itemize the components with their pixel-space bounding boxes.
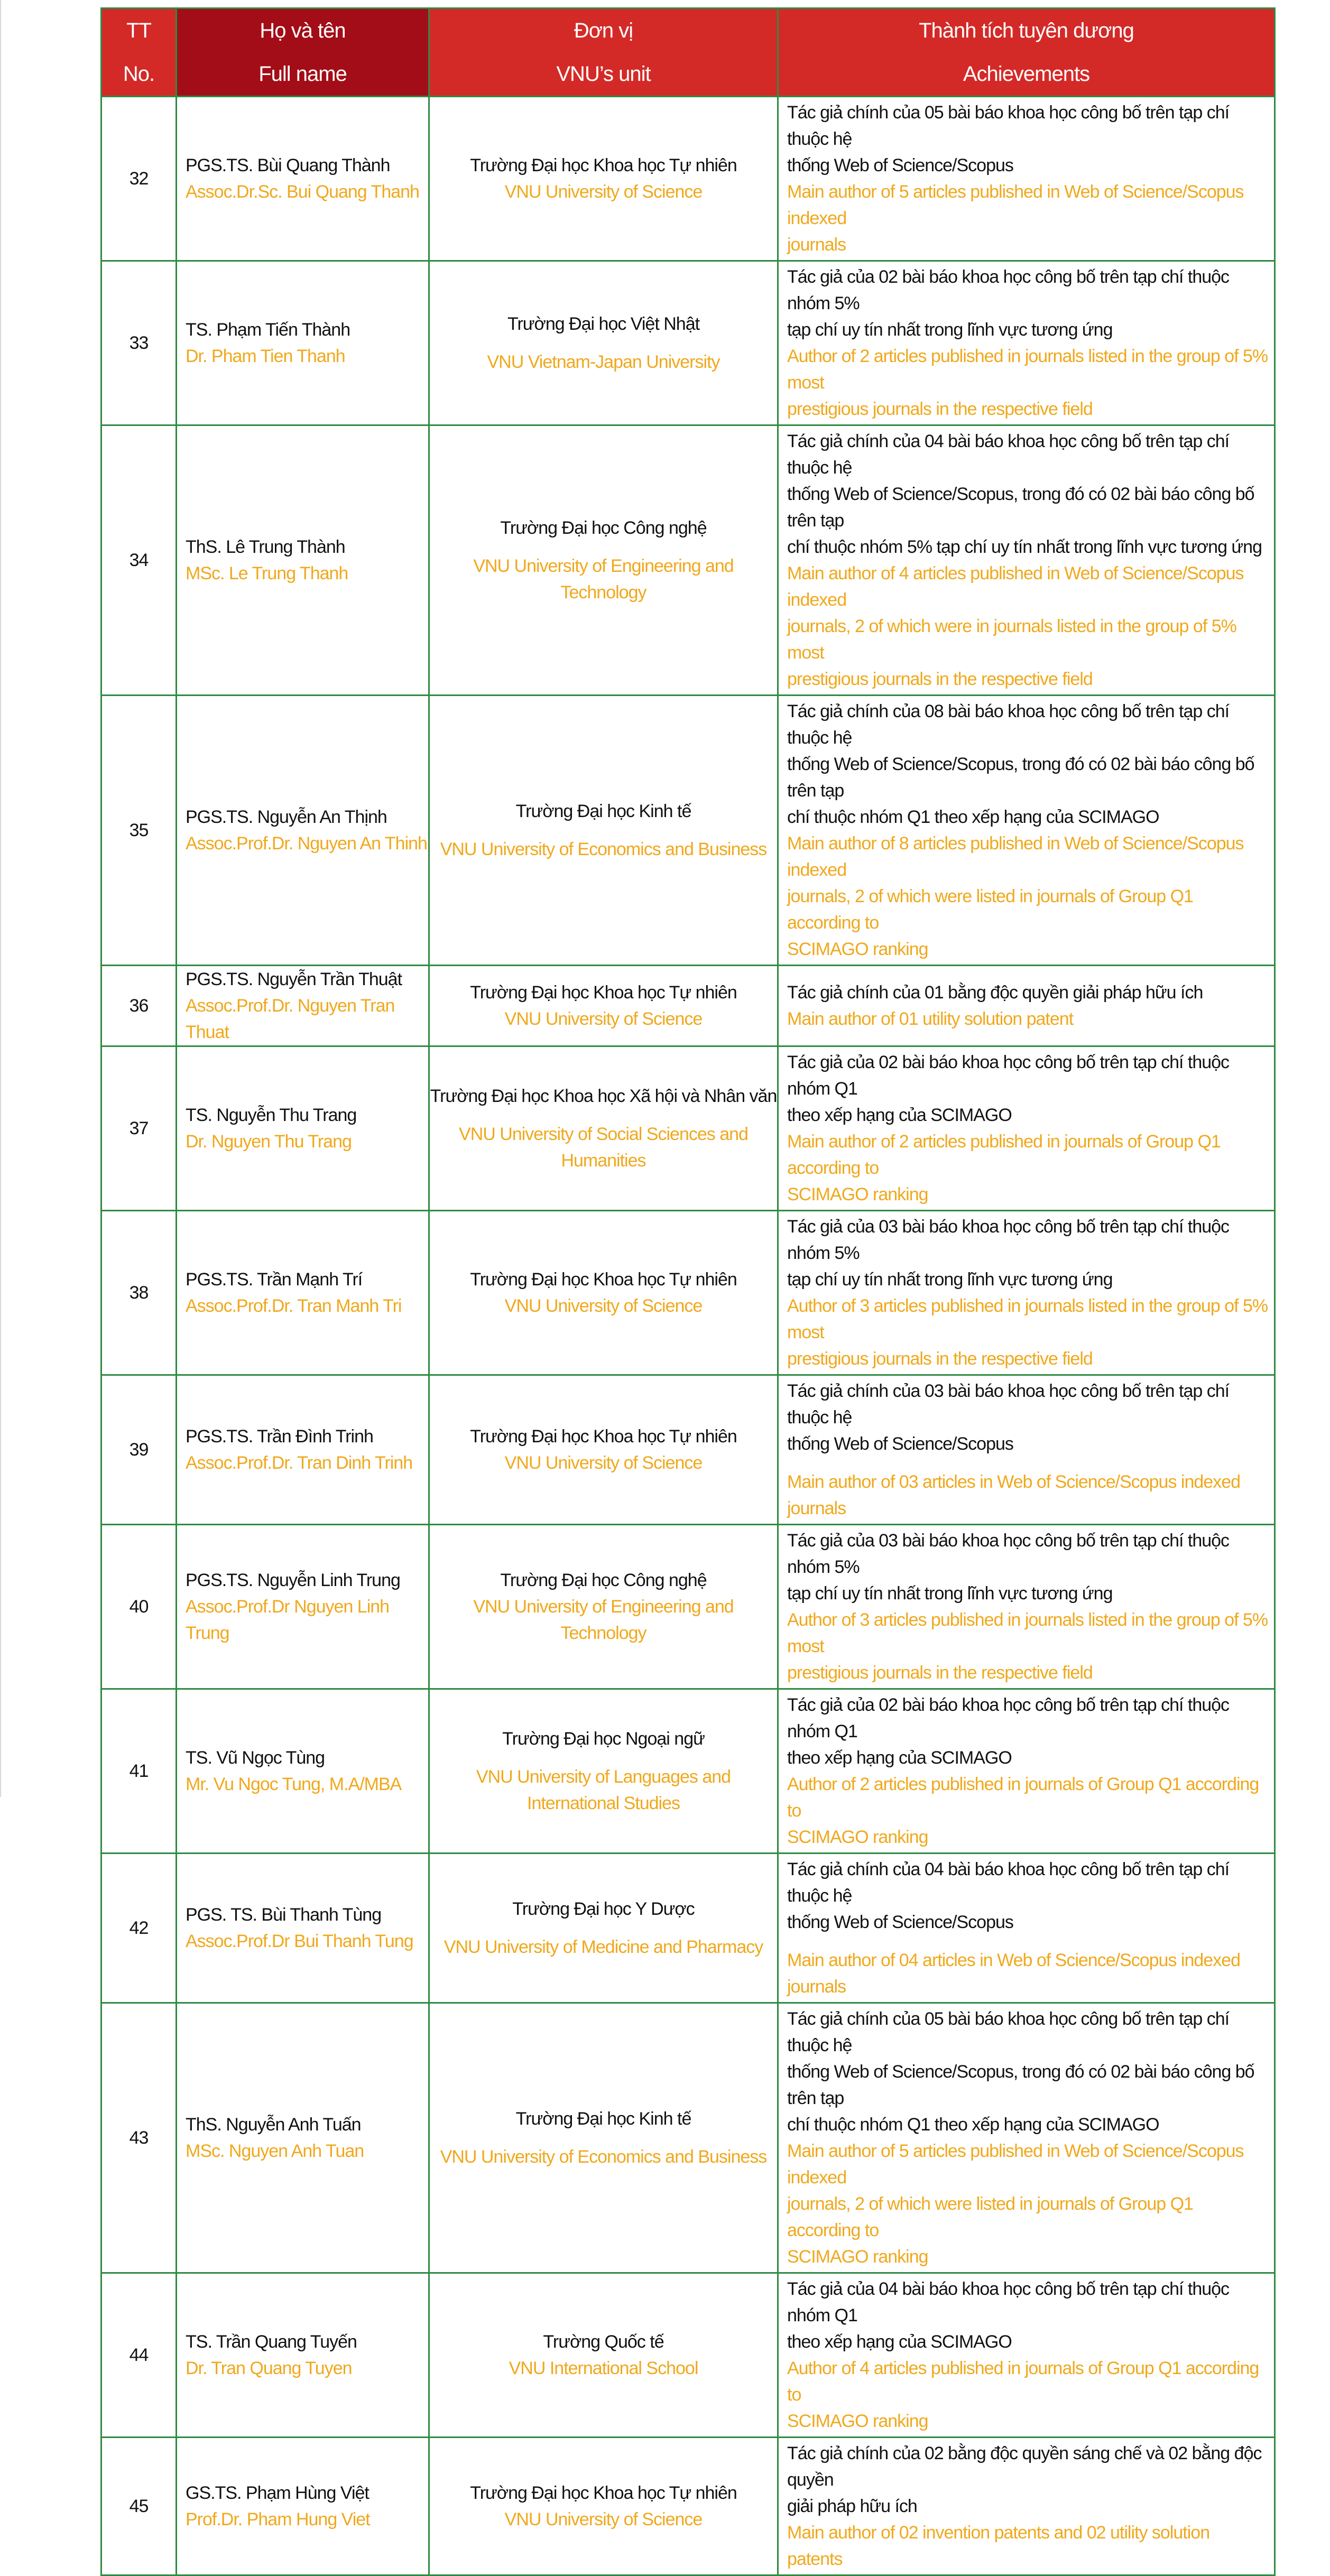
full-name-cell (177, 1046, 429, 1211)
achievement-english-line: Main author of 4 articles published in Web of Science/Scopus indexed (787, 563, 1244, 610)
achievement-english-line: Main author of 8 articles published in Web of Science/Scopus indexed (787, 833, 1244, 880)
table-row (101, 1854, 1275, 2003)
full-name-cell (177, 2438, 429, 2575)
achievements-cell (778, 1211, 1275, 1375)
achievement-english-line: SCIMAGO ranking (787, 1184, 928, 1204)
name-vietnamese: TS. Phạm Tiến Thành (186, 320, 350, 340)
achievement-vietnamese-line: thống Web of Science/Scopus, trong đó có 02 bài báo công bố trên tạp (787, 754, 1254, 801)
unit-vietnamese: Trường Đại học Công nghệ (500, 518, 707, 538)
achievement-english-line: prestigious journals in the respective field (787, 1349, 1093, 1369)
full-name-cell (177, 1689, 429, 1854)
name-english: Assoc.Prof.Dr. Nguyen Tran Thuat (186, 996, 395, 1042)
achievement-vietnamese-line: Tác giả của 03 bài báo khoa học công bố trên tạp chí thuộc nhóm 5% (787, 1531, 1230, 1577)
name-vietnamese: PGS.TS. Bùi Quang Thành (186, 155, 390, 175)
full-name-cell (177, 696, 429, 966)
achievements-cell (778, 1689, 1275, 1854)
achievement-english-line: Main author of 02 invention patents and 02 utility solution patents (787, 2523, 1210, 2569)
full-name-cell (177, 1375, 429, 1525)
name-english: Prof.Dr. Pham Hung Viet (186, 2509, 370, 2529)
achievement-english-line: Author of 3 articles published in journals listed in the group of 5% most (787, 1610, 1268, 1656)
page-edge (0, 0, 1, 1797)
unit-cell (429, 2273, 778, 2438)
achievement-english-line: journals (787, 235, 846, 255)
unit-cell (429, 966, 778, 1046)
achievement-vietnamese-line: thống Web of Science/Scopus (787, 155, 1013, 175)
achievement-vietnamese-line: Tác giả của 02 bài báo khoa học công bố trên tạp chí thuộc nhóm 5% (787, 267, 1230, 313)
row-number: 43 (101, 2003, 177, 2273)
unit-english: VNU University of Social Sciences and Humanities (459, 1124, 748, 1171)
unit-vietnamese: Trường Đại học Khoa học Tự nhiên (470, 1270, 737, 1290)
achievement-spacer (787, 1457, 1269, 1469)
full-name-cell (177, 261, 429, 425)
achievement-english-line: Author of 3 articles published in journals listed in the group of 5% most (787, 1296, 1268, 1342)
unit-english: VNU International School (509, 2358, 698, 2378)
header-unit (429, 8, 778, 97)
unit-cell (429, 1525, 778, 1689)
achievement-english-line: prestigious journals in the respective field (787, 1663, 1093, 1683)
row-number: 37 (101, 1046, 177, 1211)
row-number: 45 (101, 2438, 177, 2575)
achievement-spacer (787, 1935, 1269, 1947)
unit-vietnamese: Trường Quốc tế (543, 2332, 664, 2352)
full-name-cell (177, 2273, 429, 2438)
table-row (101, 1525, 1275, 1689)
achievement-vietnamese-line: thống Web of Science/Scopus, trong đó có 02 bài báo công bố trên tạp (787, 2062, 1254, 2108)
achievement-vietnamese-line: Tác giả chính của 08 bài báo khoa học công bố trên tạp chí thuộc hệ (787, 701, 1230, 748)
unit-spacer (430, 1752, 777, 1764)
achievement-vietnamese-line: theo xếp hạng của SCIMAGO (787, 1105, 1012, 1125)
unit-vietnamese: Trường Đại học Kinh tế (515, 2109, 691, 2129)
name-vietnamese: PGS.TS. Nguyễn Trần Thuật (186, 969, 402, 989)
unit-cell (429, 261, 778, 425)
achievements-cell (778, 97, 1275, 261)
header-unit-en: VNU’s unit (556, 62, 651, 86)
name-english: Assoc.Prof.Dr. Tran Manh Tri (186, 1296, 402, 1316)
achievements-cell (778, 696, 1275, 966)
achievement-english-line: journals, 2 of which were listed in journals of Group Q1 according to (787, 886, 1193, 933)
achievement-vietnamese-line: tạp chí uy tín nhất trong lĩnh vực tương ứng (787, 1270, 1113, 1290)
full-name-cell (177, 97, 429, 261)
unit-vietnamese: Trường Đại học Y Dược (512, 1899, 695, 1919)
achievement-english-line: Main author of 2 articles published in journals of Group Q1 according to (787, 1132, 1221, 1178)
table-body (101, 97, 1275, 2575)
achievements-cell (778, 2273, 1275, 2438)
achievement-english-line: SCIMAGO ranking (787, 2411, 928, 2431)
row-number: 41 (101, 1689, 177, 1854)
achievement-vietnamese-line: Tác giả chính của 04 bài báo khoa học công bố trên tạp chí thuộc hệ (787, 431, 1230, 478)
name-vietnamese: TS. Vũ Ngọc Tùng (186, 1748, 325, 1768)
achievement-vietnamese-line: Tác giả của 03 bài báo khoa học công bố trên tạp chí thuộc nhóm 5% (787, 1217, 1230, 1263)
table-row (101, 2438, 1275, 2575)
achievement-vietnamese-line: theo xếp hạng của SCIMAGO (787, 1748, 1012, 1768)
unit-spacer (430, 337, 777, 349)
table-row (101, 1046, 1275, 1211)
achievement-vietnamese-line: Tác giả của 02 bài báo khoa học công bố trên tạp chí thuộc nhóm Q1 (787, 1695, 1230, 1741)
name-vietnamese: ThS. Lê Trung Thành (186, 537, 345, 557)
achievement-vietnamese-line: chí thuộc nhóm Q1 theo xếp hạng của SCIMAGO (787, 807, 1159, 827)
unit-english: VNU University of Science (504, 1009, 703, 1029)
achievements-cell (778, 2438, 1275, 2575)
unit-cell (429, 1046, 778, 1211)
achievement-english-line: Author of 2 articles published in journals listed in the group of 5% most (787, 346, 1268, 393)
unit-vietnamese: Trường Đại học Khoa học Tự nhiên (470, 983, 737, 1003)
row-number: 42 (101, 1854, 177, 2003)
achievement-vietnamese-line: chí thuộc nhóm 5% tạp chí uy tín nhất trong lĩnh vực tương ứng (787, 537, 1262, 557)
full-name-cell (177, 2003, 429, 2273)
name-english: Assoc.Prof.Dr Bui Thanh Tung (186, 1931, 413, 1951)
full-name-cell (177, 966, 429, 1046)
achievement-english-line: prestigious journals in the respective field (787, 669, 1093, 689)
header-ach-vi: Thành tích tuyên dương (919, 19, 1134, 42)
achievement-vietnamese-line: Tác giả chính của 02 bằng độc quyền sáng chế và 02 bằng độc quyền (787, 2443, 1262, 2490)
achievements-cell (778, 1854, 1275, 2003)
achievements-cell (778, 425, 1275, 696)
unit-vietnamese: Trường Đại học Khoa học Tự nhiên (470, 2483, 737, 2503)
name-english: Mr. Vu Ngoc Tung, M.A/MBA (186, 1774, 402, 1794)
unit-vietnamese: Trường Đại học Khoa học Tự nhiên (470, 1426, 737, 1447)
achievement-english-line: Author of 4 articles published in journals of Group Q1 according to (787, 2358, 1259, 2405)
header-name (177, 8, 429, 97)
table-row (101, 1211, 1275, 1375)
table-row (101, 261, 1275, 425)
unit-english: VNU University of Science (504, 182, 703, 202)
achievement-vietnamese-line: Tác giả chính của 05 bài báo khoa học công bố trên tạp chí thuộc hệ (787, 2009, 1230, 2055)
achievements-cell (778, 261, 1275, 425)
row-number: 38 (101, 1211, 177, 1375)
achievements-cell (778, 1046, 1275, 1211)
unit-spacer (430, 2132, 777, 2144)
unit-cell (429, 696, 778, 966)
header-no (101, 8, 177, 97)
unit-vietnamese: Trường Đại học Khoa học Tự nhiên (470, 155, 737, 175)
achievement-english-line: Main author of 5 articles published in Web of Science/Scopus indexed (787, 2141, 1244, 2188)
header-no-en: No. (123, 62, 155, 86)
row-number: 32 (101, 97, 177, 261)
full-name-cell (177, 1211, 429, 1375)
unit-cell (429, 2438, 778, 2575)
achievement-english-line: prestigious journals in the respective field (787, 399, 1093, 419)
header-achievements (778, 8, 1275, 97)
name-english: Dr. Pham Tien Thanh (186, 346, 345, 366)
achievement-english-line: SCIMAGO ranking (787, 1827, 928, 1847)
achievement-english-line: Main author of 01 utility solution patent (787, 1009, 1074, 1029)
unit-vietnamese: Trường Đại học Việt Nhật (507, 314, 700, 334)
achievement-vietnamese-line: tạp chí uy tín nhất trong lĩnh vực tương ứng (787, 320, 1113, 340)
name-english: Dr. Tran Quang Tuyen (186, 2358, 352, 2378)
name-english: Assoc.Prof.Dr. Nguyen An Thinh (186, 833, 427, 854)
name-english: MSc. Le Trung Thanh (186, 563, 348, 583)
achievement-english-line: journals, 2 of which were in journals listed in the group of 5% most (787, 616, 1236, 663)
achievement-english-line: Main author of 5 articles published in Web of Science/Scopus indexed (787, 182, 1244, 228)
unit-english: VNU University of Medicine and Pharmacy (444, 1937, 763, 1957)
name-vietnamese: PGS.TS. Nguyễn An Thịnh (186, 807, 387, 827)
honor-table (100, 7, 1276, 2576)
achievement-vietnamese-line: thống Web of Science/Scopus (787, 1912, 1013, 1932)
header-ach-en: Achievements (963, 62, 1090, 86)
achievement-english-line: SCIMAGO ranking (787, 2247, 928, 2267)
achievement-vietnamese-line: thống Web of Science/Scopus, trong đó có 02 bài báo công bố trên tạp (787, 484, 1254, 531)
table-row (101, 425, 1275, 696)
header-no-vi: TT (126, 19, 151, 42)
unit-english: VNU Vietnam-Japan University (487, 352, 720, 372)
unit-english: VNU University of Science (504, 1453, 703, 1473)
table-row (101, 2273, 1275, 2438)
achievement-vietnamese-line: thống Web of Science/Scopus (787, 1434, 1013, 1454)
unit-cell (429, 97, 778, 261)
full-name-cell (177, 1854, 429, 2003)
unit-english: VNU University of Engineering and Technology (473, 1597, 734, 1643)
achievement-vietnamese-line: Tác giả của 04 bài báo khoa học công bố trên tạp chí thuộc nhóm Q1 (787, 2279, 1230, 2325)
achievement-english-line: Author of 2 articles published in journals of Group Q1 according to (787, 1774, 1259, 1821)
table-row (101, 1689, 1275, 1854)
table-row (101, 696, 1275, 966)
unit-cell (429, 1689, 778, 1854)
unit-english: VNU University of Science (504, 2509, 703, 2529)
achievement-vietnamese-line: giải pháp hữu ích (787, 2496, 917, 2516)
unit-cell (429, 1211, 778, 1375)
unit-spacer (430, 824, 777, 836)
header-row (101, 8, 1275, 97)
row-number: 36 (101, 966, 177, 1046)
unit-vietnamese: Trường Đại học Công nghệ (500, 1570, 707, 1590)
unit-english: VNU University of Languages and International Studies (476, 1767, 731, 1813)
achievement-vietnamese-line: Tác giả của 02 bài báo khoa học công bố trên tạp chí thuộc nhóm Q1 (787, 1052, 1230, 1099)
header-name-en: Full name (258, 62, 347, 86)
row-number: 39 (101, 1375, 177, 1525)
unit-vietnamese: Trường Đại học Ngoại ngữ (502, 1729, 705, 1749)
header-name-vi: Họ và tên (260, 19, 346, 42)
achievement-english-line: Main author of 04 articles in Web of Science/Scopus indexed journals (787, 1950, 1241, 1997)
achievements-cell (778, 1375, 1275, 1525)
unit-english: VNU University of Science (504, 1296, 703, 1316)
full-name-cell (177, 425, 429, 696)
achievement-english-line: SCIMAGO ranking (787, 939, 928, 959)
achievement-vietnamese-line: tạp chí uy tín nhất trong lĩnh vực tương ứng (787, 1583, 1113, 1604)
unit-english: VNU University of Economics and Business (440, 839, 767, 859)
name-vietnamese: PGS.TS. Nguyễn Linh Trung (186, 1570, 400, 1590)
unit-vietnamese: Trường Đại học Khoa học Xã hội và Nhân văn (430, 1086, 777, 1106)
unit-cell (429, 425, 778, 696)
achievement-vietnamese-line: Tác giả chính của 03 bài báo khoa học công bố trên tạp chí thuộc hệ (787, 1381, 1230, 1428)
name-vietnamese: TS. Nguyễn Thu Trang (186, 1105, 357, 1125)
name-vietnamese: ThS. Nguyễn Anh Tuấn (186, 2115, 361, 2135)
achievement-vietnamese-line: theo xếp hạng của SCIMAGO (787, 2332, 1012, 2352)
row-number: 44 (101, 2273, 177, 2438)
unit-spacer (430, 1109, 777, 1121)
achievements-cell (778, 2003, 1275, 2273)
name-english: Dr. Nguyen Thu Trang (186, 1132, 352, 1152)
unit-english: VNU University of Engineering and Technology (473, 556, 734, 603)
achievements-cell (778, 1525, 1275, 1689)
table-row (101, 966, 1275, 1046)
name-english: Assoc.Prof.Dr. Tran Dinh Trinh (186, 1453, 413, 1473)
achievement-english-line: Main author of 03 articles in Web of Science/Scopus indexed journals (787, 1472, 1241, 1518)
achievement-vietnamese-line: Tác giả chính của 05 bài báo khoa học công bố trên tạp chí thuộc hệ (787, 103, 1230, 149)
achievement-vietnamese-line: Tác giả chính của 04 bài báo khoa học công bố trên tạp chí thuộc hệ (787, 1859, 1230, 1906)
unit-cell (429, 1375, 778, 1525)
unit-english: VNU University of Economics and Business (440, 2147, 767, 2167)
unit-cell (429, 2003, 778, 2273)
name-vietnamese: GS.TS. Phạm Hùng Việt (186, 2483, 369, 2503)
unit-spacer (430, 1922, 777, 1934)
header-unit-vi: Đơn vị (574, 19, 633, 42)
unit-vietnamese: Trường Đại học Kinh tế (515, 801, 691, 821)
unit-cell (429, 1854, 778, 2003)
row-number: 34 (101, 425, 177, 696)
table-row (101, 1375, 1275, 1525)
row-number: 40 (101, 1525, 177, 1689)
table-row (101, 2003, 1275, 2273)
name-english: Assoc.Prof.Dr Nguyen Linh Trung (186, 1597, 390, 1643)
achievements-cell (778, 966, 1275, 1046)
unit-spacer (430, 541, 777, 553)
achievement-vietnamese-line: Tác giả chính của 01 bằng độc quyền giải pháp hữu ích (787, 983, 1203, 1003)
name-english: Assoc.Dr.Sc. Bui Quang Thanh (186, 182, 419, 202)
name-english: MSc. Nguyen Anh Tuan (186, 2141, 364, 2161)
achievement-english-line: journals, 2 of which were listed in journals of Group Q1 according to (787, 2194, 1193, 2240)
full-name-cell (177, 1525, 429, 1689)
table-row (101, 97, 1275, 261)
name-vietnamese: PGS.TS. Trần Mạnh Trí (186, 1270, 363, 1290)
name-vietnamese: PGS. TS. Bùi Thanh Tùng (186, 1905, 382, 1925)
name-vietnamese: PGS.TS. Trần Đình Trinh (186, 1426, 373, 1447)
row-number: 33 (101, 261, 177, 425)
achievement-vietnamese-line: chí thuộc nhóm Q1 theo xếp hạng của SCIMAGO (787, 2115, 1159, 2135)
name-vietnamese: TS. Trần Quang Tuyến (186, 2332, 357, 2352)
row-number: 35 (101, 696, 177, 966)
